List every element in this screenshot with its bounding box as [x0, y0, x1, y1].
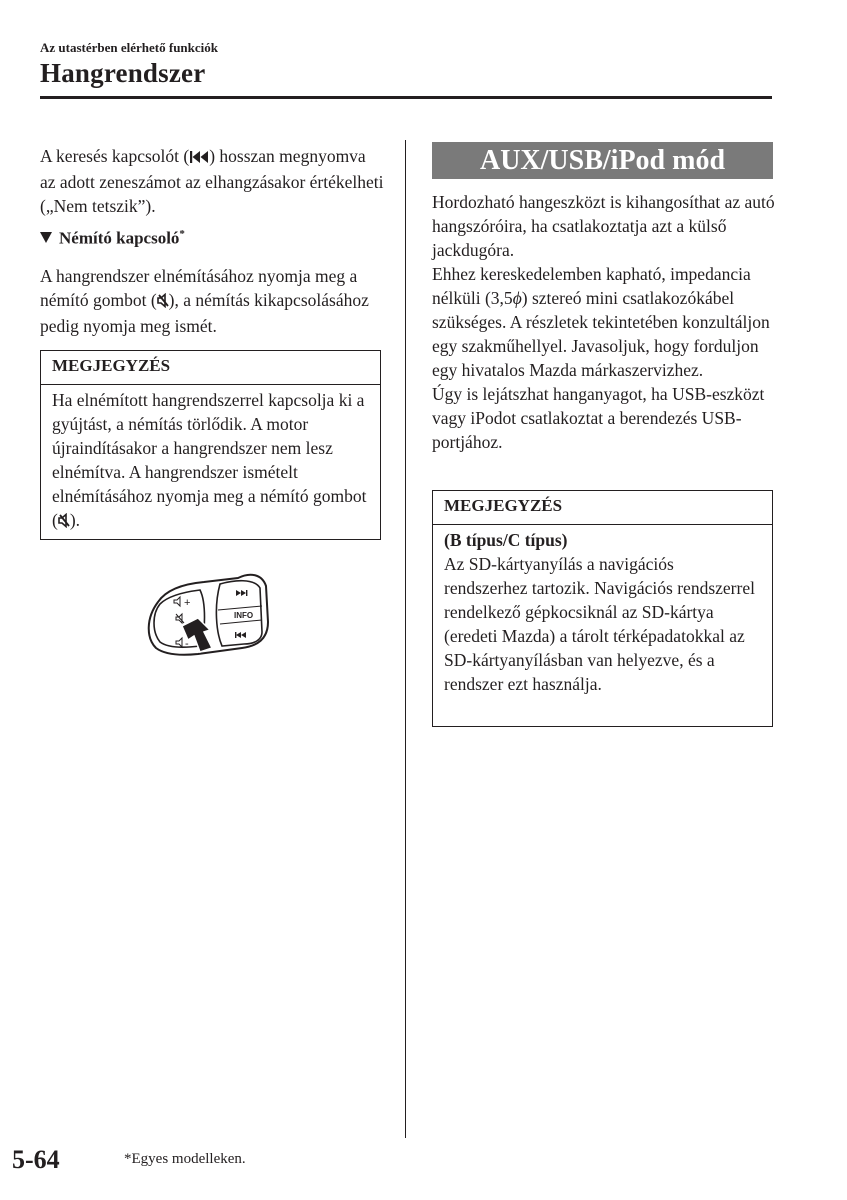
- right-note-heading: MEGJEGYZÉS: [433, 491, 772, 525]
- aux-text-block: [432, 190, 777, 454]
- diameter-symbol: ϕ: [512, 288, 522, 308]
- aux-paragraph-1: Hordozható hangeszközt is kihangosíthat az autó hangszóróira, ha csatlakoztatja azt a külső jackdugóra.: [432, 192, 775, 260]
- mute-switch-heading: Némító kapcsoló*: [40, 228, 385, 249]
- right-note-body: [433, 525, 772, 702]
- page-title: Hangrendszer: [40, 58, 206, 88]
- right-note-text: Az SD-kártyanyílás a navigációs rendszerhez tartozik. Navigációs rendszerrel rendelkező gépkocsiknál az SD-kártya (eredeti Mazda) a tárolt térképadatokkal az SD-kártyanyílásban van helyezve, és a rendszer ezt használja.: [444, 554, 755, 694]
- right-note-box: [432, 490, 773, 727]
- mute-paragraph: A hangrendszer elnémításához nyomja meg a némító gombot ( ), a némítás kikapcsolásához pedig nyomja meg ismét.: [40, 266, 369, 336]
- triangle-bullet-icon: [40, 232, 52, 243]
- title-divider: [40, 96, 772, 99]
- seek-paragraph: A keresés kapcsolót ( ) hosszan megnyomva az adott zeneszámot az elhangzásakor értékelheti („Nem tetszik”).: [40, 146, 384, 216]
- breadcrumb: Az utastérben elérhető funkciók: [40, 40, 219, 55]
- info-label: INFO: [234, 611, 254, 620]
- column-divider: [405, 140, 406, 1138]
- aux-paragraph-3: Úgy is lejátszhat hanganyagot, ha USB-eszközt vagy iPodot csatlakoztat a berendezés USB-portjához.: [432, 384, 765, 452]
- mute-icon: [157, 290, 169, 314]
- page-number: 5-64: [12, 1145, 60, 1174]
- volume-up-label: +: [184, 597, 191, 609]
- mute-icon: [58, 510, 70, 534]
- left-note-heading: MEGJEGYZÉS: [41, 351, 380, 385]
- seek-back-icon: [189, 146, 209, 170]
- volume-down-label: -: [185, 638, 189, 650]
- aux-paragraph-2: Ehhez kereskedelemben kapható, impedancia nélküli (3,5ϕ) sztereó mini csatlakozókábel szükséges. A részletek tekintetében konzultáljon egy szakműhellyel. Javasoljuk, hogy forduljon egy hivatalos Mazda márkaszervizhez.: [432, 264, 770, 380]
- steering-switch-illustration: [138, 562, 272, 658]
- right-note-subheading: (B típus/C típus): [444, 530, 568, 550]
- footnote: *Egyes modelleken.: [124, 1151, 246, 1167]
- left-note-box: [40, 350, 381, 540]
- left-note-body: Ha elnémított hangrendszerrel kapcsolja ki a gyújtást, a némítás törlődik. A motor újraindításakor a hangrendszer nem lesz elnémítva. A hangrendszer ismételt elnémításához nyomja meg a némító gombot ( ).: [41, 385, 380, 540]
- aux-section-banner: AUX/USB/iPod mód: [432, 142, 773, 179]
